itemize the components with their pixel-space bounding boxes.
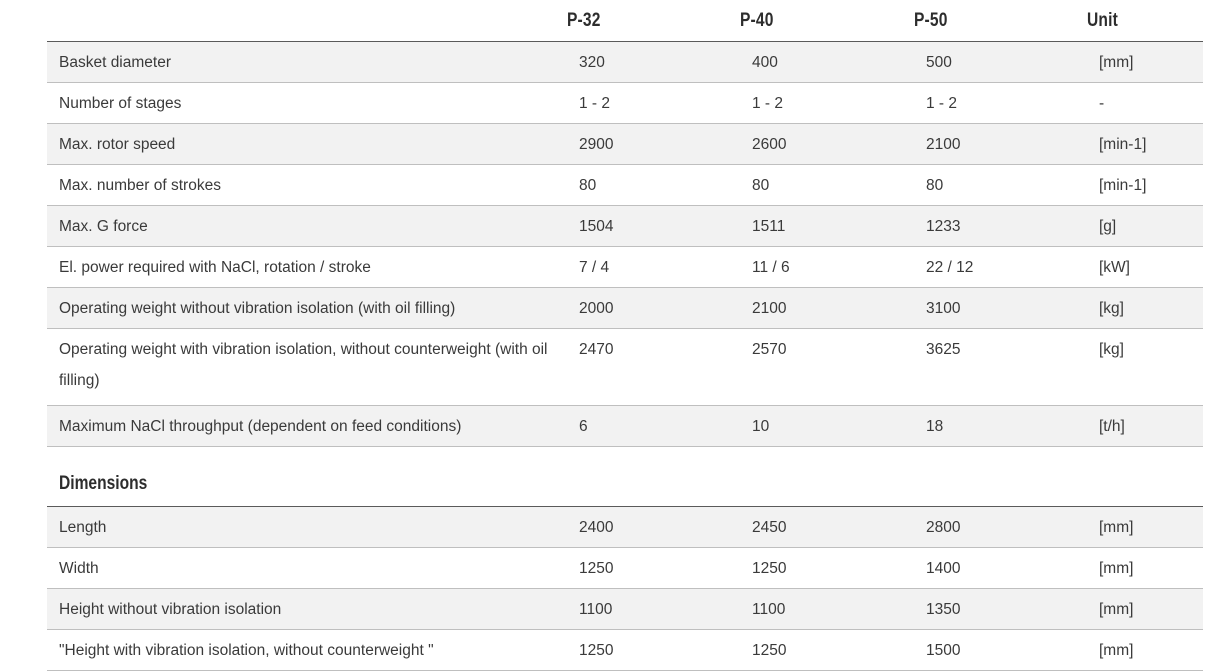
value-p32: 1250 [567,630,740,671]
table-row [47,247,1203,288]
value-unit: [min-1] [1087,124,1203,165]
row-label: Number of stages [47,83,567,124]
table-row [47,548,1203,589]
value-p32: 7 / 4 [567,247,740,288]
value-p40: 1100 [740,589,914,630]
value-p50: 22 / 12 [914,247,1087,288]
table-row [47,589,1203,630]
table-row [47,124,1203,165]
row-label: El. power required with NaCl, rotation / stroke [47,247,567,288]
value-p40: 1250 [740,548,914,589]
value-unit: [kW] [1087,247,1203,288]
header-p40: P-40 [740,0,883,42]
table-header-row [47,0,1203,42]
value-p50: 80 [914,165,1087,206]
value-p40: 2600 [740,124,914,165]
table-row [47,206,1203,247]
row-label: Length [47,507,567,548]
row-label: Max. rotor speed [47,124,567,165]
value-p50: 1 - 2 [914,83,1087,124]
row-label: Max. G force [47,206,567,247]
value-unit: [g] [1087,206,1203,247]
value-unit: [kg] [1087,329,1203,406]
value-p32: 1 - 2 [567,83,740,124]
value-p50: 18 [914,406,1087,447]
value-p40: 1511 [740,206,914,247]
value-p50: 2800 [914,507,1087,548]
value-p40: 1250 [740,630,914,671]
value-p40: 80 [740,165,914,206]
row-label: Max. number of strokes [47,165,567,206]
row-label: "Height with vibration isolation, without counterweight " [47,630,567,671]
spec-table-container [47,0,1203,671]
value-p40: 11 / 6 [740,247,914,288]
value-p50: 1350 [914,589,1087,630]
value-unit: - [1087,83,1203,124]
value-p32: 320 [567,42,740,83]
value-p32: 1100 [567,589,740,630]
row-label: Height without vibration isolation [47,589,567,630]
row-label: Maximum NaCl throughput (dependent on feed conditions) [47,406,567,447]
value-p50: 3100 [914,288,1087,329]
value-unit: [mm] [1087,589,1203,630]
table-row [47,42,1203,83]
value-unit: [min-1] [1087,165,1203,206]
value-p32: 1504 [567,206,740,247]
value-p32: 2400 [567,507,740,548]
spec-table [47,0,1203,671]
header-p50: P-50 [914,0,1056,42]
table-row [47,288,1203,329]
section-header-row [47,447,1203,507]
value-p32: 2470 [567,329,740,406]
value-unit: [mm] [1087,507,1203,548]
header-unit: Unit [1087,0,1182,42]
header-p32: P-32 [567,0,709,42]
value-p40: 1 - 2 [740,83,914,124]
value-p40: 2100 [740,288,914,329]
value-p32: 80 [567,165,740,206]
table-row [47,630,1203,671]
row-label: Width [47,548,567,589]
value-p32: 6 [567,406,740,447]
table-row [47,507,1203,548]
value-p50: 1500 [914,630,1087,671]
value-unit: [kg] [1087,288,1203,329]
dimensions-section-cell [47,447,1203,507]
value-p50: 1233 [914,206,1087,247]
value-p40: 400 [740,42,914,83]
value-p50: 3625 [914,329,1087,406]
row-label: Operating weight with vibration isolation, without counterweight (with oil filling) [47,329,567,406]
table-row [47,165,1203,206]
table-row [47,83,1203,124]
table-row [47,329,1203,406]
value-p32: 2000 [567,288,740,329]
value-p40: 10 [740,406,914,447]
value-unit: [mm] [1087,42,1203,83]
row-label: Operating weight without vibration isolation (with oil filling) [47,288,567,329]
value-unit: [mm] [1087,630,1203,671]
value-p50: 2100 [914,124,1087,165]
value-p50: 500 [914,42,1087,83]
value-p40: 2570 [740,329,914,406]
value-p40: 2450 [740,507,914,548]
value-unit: [mm] [1087,548,1203,589]
value-p50: 1400 [914,548,1087,589]
row-label: Basket diameter [47,42,567,83]
dimensions-section-title: Dimensions [59,473,148,494]
value-unit: [t/h] [1087,406,1203,447]
header-label-cell [47,0,473,42]
table-row [47,406,1203,447]
value-p32: 1250 [567,548,740,589]
value-p32: 2900 [567,124,740,165]
